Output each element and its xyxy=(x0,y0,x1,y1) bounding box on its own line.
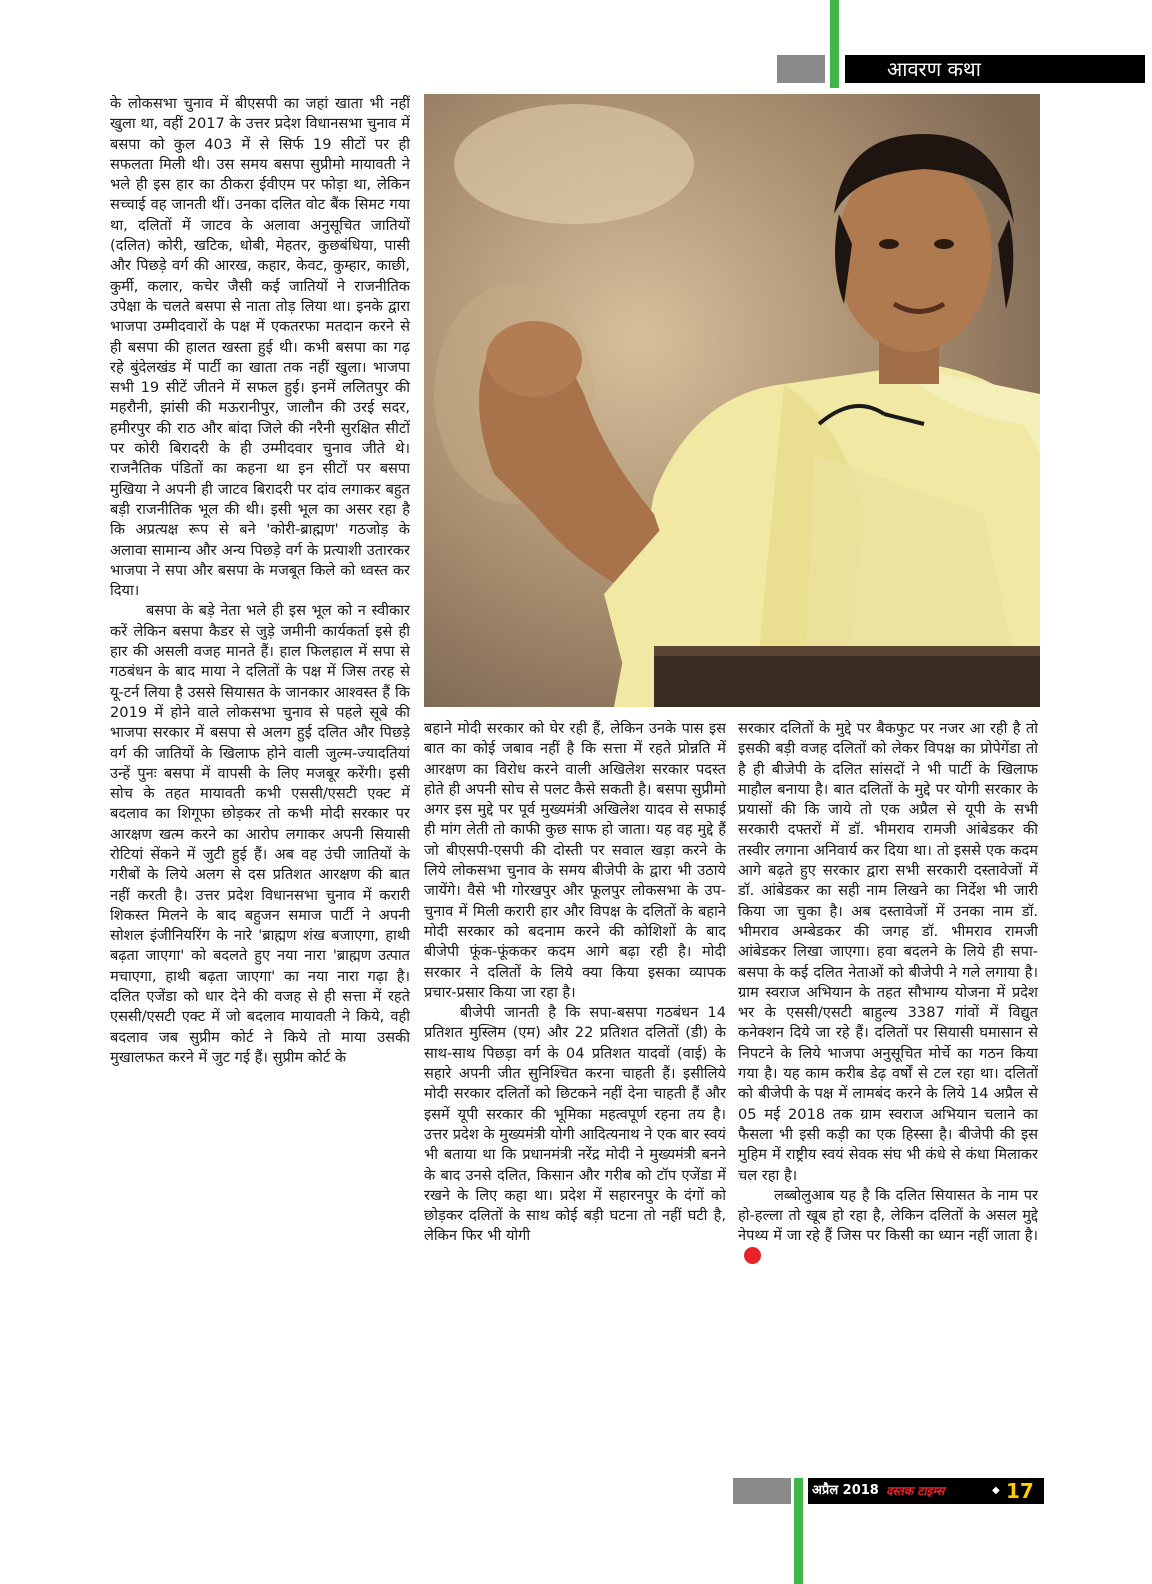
paragraph: बहाने मोदी सरकार को घेर रही हैं, लेकिन उनके पास इस बात का कोई जबाव नहीं है कि सत्ता में रहते प्रोन्नति में आरक्षण का विरोध करने वाली अखिलेश सरकार पदस्त होते ही अपनी सोच से पलट कैसे सकती है। बसपा सुप्रीमो अगर इस मुद्दे पर पूर्व मुख्यमंत्री अखिलेश यादव से सफाई ही मांग लेती तो काफी कुछ साफ हो जाता। यह वह मुद्दे हैं जो बीएसपी-एसपी की दोस्ती पर सवाल खड़ा करने के लिये लोकसभा चुनाव के समय बीजेपी के द्वारा भी उठाये जायेंगे। वैसे भी गोरखपुर और फूलपुर लोकसभा के उप-चुनाव में मिली करारी हार और विपक्ष के दलितों के बहाने मोदी सरकार को बदनाम करने की कोशिशों के बाद बीजेपी फूंक-फूंककर कदम आगे बढ़ा रही है। मोदी सरकार ने दलितों के लिये क्या किया इसका व्यापक प्रचार-प्रसार किया जा रहा है। xyxy=(424,720,726,1001)
magazine-logo: दस्तक टाइम्स xyxy=(886,1484,945,1498)
paragraph: के लोकसभा चुनाव में बीएसपी का जहां खाता भी नहीं खुला था, वहीं 2017 के उत्तर प्रदेश विधानसभा चुनाव में बसपा को कुल 403 में से सिर्फ 19 सीटों पर ही सफलता मिली थी। उस समय बसपा सुप्रीमो मायावती ने भले ही इस हार का ठीकरा ईवीएम पर फोड़ा था, लेकिन सच्चाई वह जानती थीं। उनका दलित वोट बैंक सिमट गया था, दलितों में जाटव के अलावा अनुसूचित जातियों (दलित) कोरी, खटिक, धोबी, मेहतर, कुछबंधिया, पासी और पिछड़े वर्ग की आरख, कहार, केवट, कुम्हार, काछी, कुर्मी, कलार, कचेर जैसी कई जातियों ने राजनीतिक उपेक्षा के चलते बसपा से नाता तोड़ लिया था। इनके द्वारा भाजपा उम्मीदवारों के पक्ष में एकतरफा मतदान करने से ही बसपा की हालत खस्ता हुई थी। कभी बसपा का गढ़ रहे बुंदेलखंड में पार्टी का खाता तक नहीं खुला। भाजपा सभी 19 सीटें जीतने में सफल हुई। इनमें ललितपुर की महरौनी, झांसी की मऊरानीपुर, जालौन की उरई सदर, हमीरपुर की राठ और बांदा जिले की नरैनी सुरक्षित सीटों पर कोरी बिरादरी के ही उम्मीदवार चुनाव जीते थे। राजनैतिक पंडितों का कहना था इन सीटों पर बसपा मुखिया ने अपनी ही जाटव बिरादरी पर दांव लगाकर बहुत बड़ी राजनीतिक भूल की थी। इसी भूल का असर रहा है कि अप्रत्यक्ष रूप से बने 'कोरी-ब्राह्मण' गठजोड़ के अलावा सामान्य और अन्य पिछड़े वर्ग के प्रत्याशी उतारकर भाजपा ने सपा और बसपा के मजबूत किले को ध्वस्त कर दिया। xyxy=(110,95,410,600)
page-number: 17 xyxy=(1006,1479,1034,1503)
column-middle xyxy=(424,719,726,1464)
end-marker-icon xyxy=(744,1247,761,1264)
issue-month: अप्रैल 2018 xyxy=(812,1483,879,1498)
footer-grey-box xyxy=(733,1478,791,1504)
header-green-bar xyxy=(830,0,839,88)
paragraph xyxy=(738,1186,1038,1267)
diamond-separator-icon: ◆ xyxy=(992,1485,1000,1496)
paragraph: बीजेपी जानती है कि सपा-बसपा गठबंधन 14 प्रतिशत मुस्लिम (एम) और 22 प्रतिशत दलितों (डी) के साथ-साथ पिछड़ा वर्ग के 04 प्रतिशत यादवों (वाई) के सहारे अपनी जीत सुनिश्चित करना चाहती हैं। इसीलिये मोदी सरकार दलितों को छिटकने नहीं देना चाहती हैं और इसमें यूपी सरकार की भूमिका महत्वपूर्ण रहना तय है। उत्तर प्रदेश के मुख्यमंत्री योगी आदित्यनाथ ने एक बार स्वयं भी बताया था कि प्रधानमंत्री नरेंद्र मोदी ने मुख्यमंत्री बनने के बाद उनसे दलित, किसान और गरीब को टॉप एजेंडा में रखने के लिए कहा था। प्रदेश में सहारनपुर के दंगों को छोड़कर दलितों के साथ कोई बड़ी घटना तो नहीं घटी है, लेकिन फिर भी योगी xyxy=(424,1004,726,1245)
header-grey-box xyxy=(777,55,825,83)
footer-bar xyxy=(808,1478,1044,1504)
paragraph: बसपा के बड़े नेता भले ही इस भूल को न स्वीकार करें लेकिन बसपा कैडर से जुड़े जमीनी कार्यकर्ता इसे ही हार की असली वजह मानते हैं। हाल फिलहाल में सपा से गठबंधन के बाद माया ने दलितों के पक्ष में जिस तरह से यू-टर्न लिया है उससे सियासत के जानकार आश्वस्त हैं कि 2019 में होने वाले लोकसभा चुनाव से पहले सूबे की भाजपा सरकार में बसपा से अलग हुई दलित और पिछड़े वर्ग की जातियों के खिलाफ होने वाली जुल्म-ज्यादतियां उन्हें पुनः बसपा में वापसी के लिए मजबूर करेंगी। इसी सोच के तहत मायावती कभी एससी/एसटी एक्ट में बदलाव का शिगूफा छोड़कर तो कभी मोदी सरकार पर आरक्षण खत्म करने का आरोप लगाकर अपनी सियासी रोटियां सेंकने में जुटी हुई हैं। अब वह उंची जातियों के गरीबों के लिये अलग से दस प्रतिशत आरक्षण की बात नहीं करती है। उत्तर प्रदेश विधानसभा चुनाव में करारी शिकस्त मिलने के बाद बहुजन समाज पार्टी ने अपनी सोशल इंजीनियरिंग के नारे 'ब्राह्मण शंख बजाएगा, हाथी बढ़ता जाएगा' को बदलते हुए नया नारा 'ब्राह्मण उत्पात मचाएगा, हाथी बढ़ता जाएगा' का नया नारा गढ़ा है। दलित एजेंडा को धार देने की वजह से ही सत्ता में रहते एससी/एसटी एक्ट में जो बदलाव मायावती ने किये, वही बदलाव जब सुप्रीम कोर्ट ने किये तो माया उसकी मुखालफत करने में जुट गई हैं। सुप्रीम कोर्ट के xyxy=(110,602,410,1066)
column-right xyxy=(738,719,1038,1464)
paragraph: सरकार दलितों के मुद्दे पर बैकफुट पर नजर आ रही है तो इसकी बड़ी वजह दलितों को लेकर विपक्ष का प्रोपेगेंडा तो है ही बीजेपी के दलित सांसदों ने भी पार्टी के खिलाफ माहौल बनाया है। बात दलितों के मुद्दे पर योगी सरकार के प्रयासों की कि जाये तो एक अप्रैल से यूपी के सभी सरकारी दफ्तरों में डॉ. भीमराव रामजी आंबेडकर की तस्वीर लगाना अनिवार्य कर दिया था। तो इससे एक कदम आगे बढ़ते हुए सरकार द्वारा सभी सरकारी दस्तावेजों में डॉ. आंबेडकर का सही नाम लिखने का निर्देश भी जारी किया जा चुका है। अब दस्तावेजों में उनका नाम डॉ. भीमराव अम्बेडकर की जगह डॉ. भीमराव रामजी आंबेडकर लिखा जाएगा। हवा बदलने के लिये ही सपा-बसपा के कई दलित नेताओं को बीजेपी ने गले लगाया है। ग्राम स्वराज अभियान के तहत सौभाग्य योजना में प्रदेश भर के एससी/एसटी बाहुल्य 3387 गांवों में विद्युत कनेक्शन दिये जा रहे हैं। दलितों पर सियासी घमासान से निपटने के लिये भाजपा अनुसूचित मोर्चे का गठन किया गया है। यह काम करीब डेढ़ वर्षों से टल रहा था। दलितों को बीजेपी के पक्ष में लामबंद करने के लिये 14 अप्रैल से 05 मई 2018 तक ग्राम स्वराज अभियान चलाने का फैसला भी इसी कड़ी का एक हिस्सा है। बीजेपी की इस मुहिम में राष्ट्रीय स्वयं सेवक संघ भी कंधे से कंधा मिलाकर चल रहा है। xyxy=(738,720,1038,1184)
section-label: आवरण कथा xyxy=(845,55,1145,83)
footer-green-bar xyxy=(794,1478,803,1584)
article-photo xyxy=(424,94,1040,707)
column-left xyxy=(110,94,410,1462)
speaker-photo-illustration xyxy=(424,94,1040,707)
closing-text: लब्बोलुआब यह है कि दलित सियासत के नाम पर हो-हल्ला तो खूब हो रहा है, लेकिन दलितों के असल मुद्दे नेपथ्य में जा रहे हैं जिस पर किसी का ध्यान नहीं जाता है। xyxy=(738,1186,1038,1245)
